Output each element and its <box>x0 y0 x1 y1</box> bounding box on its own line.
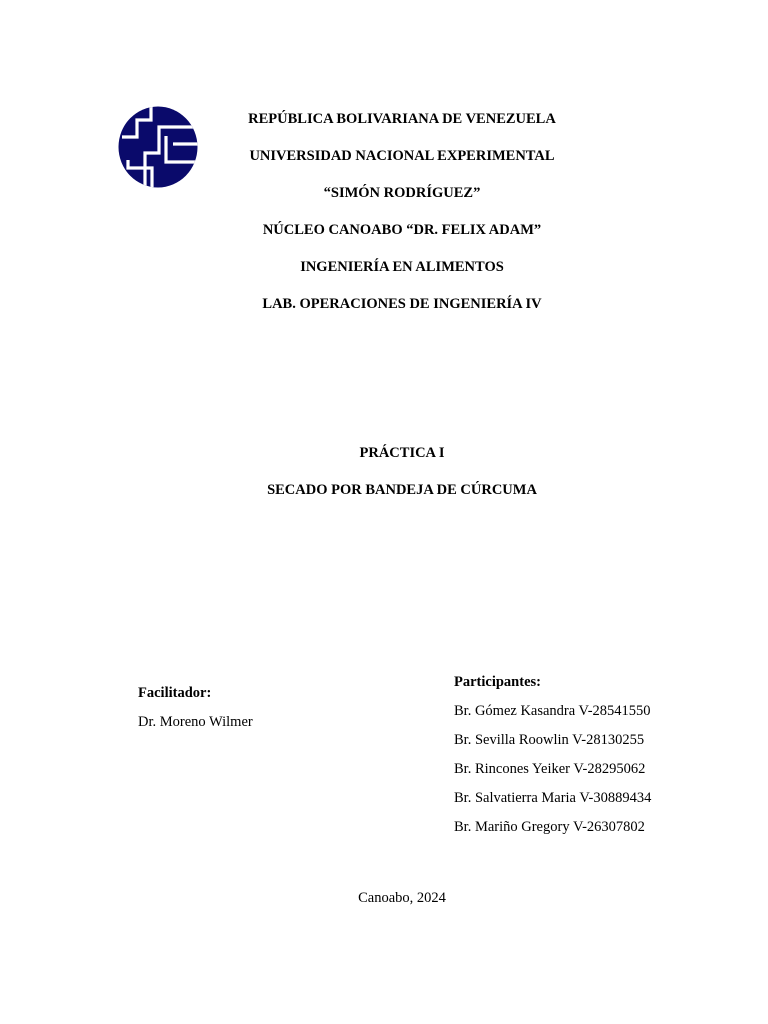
participant-item: Br. Salvatierra Maria V-30889434 <box>454 790 652 806</box>
practice-title: PRÁCTICA I <box>359 445 445 461</box>
header-course: LAB. OPERACIONES DE INGENIERÍA IV <box>262 296 542 312</box>
participants-label: Participantes: <box>454 674 541 690</box>
header-university: UNIVERSIDAD NACIONAL EXPERIMENTAL <box>249 148 555 164</box>
participant-item: Br. Rincones Yeiker V-28295062 <box>454 761 646 777</box>
facilitator-label: Facilitador: <box>138 685 212 701</box>
header-program: INGENIERÍA EN ALIMENTOS <box>300 259 504 275</box>
header-country: REPÚBLICA BOLIVARIANA DE VENEZUELA <box>248 111 556 127</box>
place-date: Canoabo, 2024 <box>358 890 446 906</box>
header-campus: NÚCLEO CANOABO “DR. FELIX ADAM” <box>262 222 542 238</box>
participant-item: Br. Gómez Kasandra V-28541550 <box>454 703 651 719</box>
facilitator-name: Dr. Moreno Wilmer <box>138 714 253 730</box>
participant-item: Br. Mariño Gregory V-26307802 <box>454 819 645 835</box>
participant-item: Br. Sevilla Roowlin V-28130255 <box>454 732 645 748</box>
practice-topic: SECADO POR BANDEJA DE CÚRCUMA <box>267 482 537 498</box>
header-university-name: “SIMÓN RODRÍGUEZ” <box>323 185 481 201</box>
